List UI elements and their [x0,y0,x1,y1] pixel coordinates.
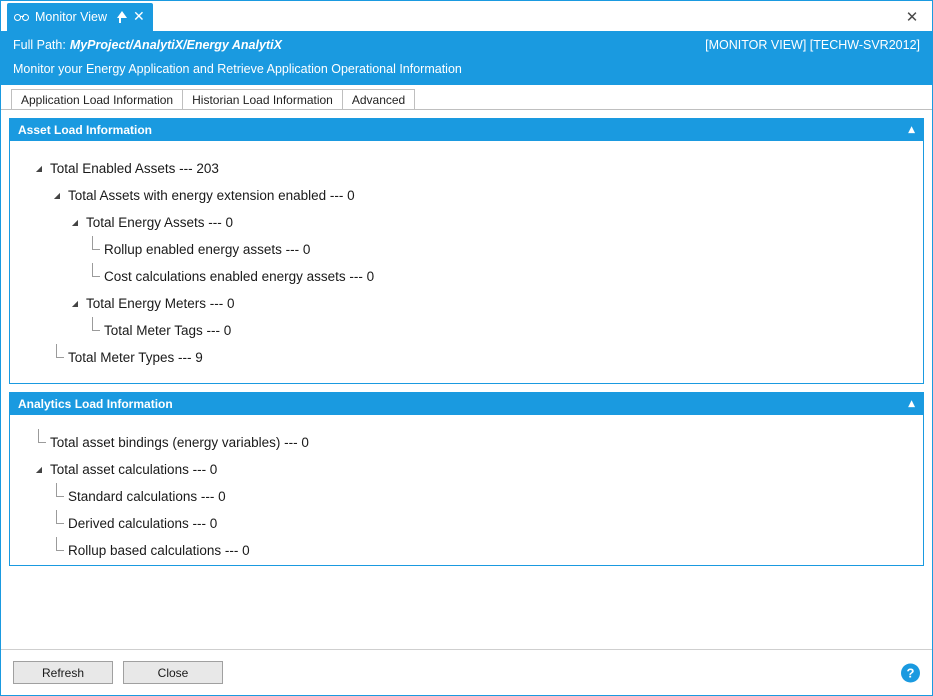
tree-node-label: Cost calculations enabled energy assets --- 0 [104,269,375,284]
expand-collapse-icon[interactable]: ◢ [71,218,79,227]
tab-application-load-information[interactable]: Application Load Information [11,89,183,109]
tree-elbow-connector [32,429,46,456]
full-path-label: Full Path: [13,38,66,52]
title-bar [1,1,932,31]
panel-analytics-load-information [9,392,924,566]
window-close-icon[interactable]: ✕ [905,8,919,26]
full-path-group [13,38,282,52]
tree-elbow-connector [86,236,100,263]
header-subtitle: Monitor your Energy Application and Retrieve Application Operational Information [13,62,462,76]
panel-header-analytics-load-information[interactable] [10,393,923,415]
tree-node[interactable] [10,263,923,290]
asset-load-tree [10,155,923,371]
help-icon[interactable]: ? [901,663,920,682]
tree-node-label: Derived calculations --- 0 [68,516,218,531]
tab-advanced[interactable]: Advanced [342,89,415,109]
window-title: Monitor View [35,10,108,24]
expand-collapse-icon[interactable]: ◢ [35,465,43,474]
header-top-row [13,38,920,52]
tab-close-icon[interactable]: ✕ [133,8,145,25]
panel-asset-load-information [9,118,924,384]
tree-node[interactable] [10,537,923,564]
binoculars-icon [14,10,29,25]
tree-node[interactable] [10,182,923,209]
tab-strip [1,85,932,110]
tree-node-label: Total asset calculations --- 0 [50,462,218,477]
tree-elbow-connector [50,537,64,564]
expand-collapse-icon[interactable]: ◢ [71,299,79,308]
refresh-button[interactable]: Refresh [13,661,113,684]
tab-historian-load-information[interactable]: Historian Load Information [182,89,343,109]
tree-node[interactable] [10,344,923,371]
pin-icon[interactable] [113,10,127,24]
tree-elbow-connector [50,483,64,510]
tree-node-label: Total Meter Types --- 9 [68,350,203,365]
footer-bar [1,649,932,695]
tree-node[interactable] [10,429,923,456]
panel-title-asset-load-information: Asset Load Information [18,123,153,137]
tree-elbow-connector [50,510,64,537]
window-tab-monitor-view[interactable] [7,3,153,31]
tree-node[interactable] [10,456,923,483]
tree-node-label: Rollup based calculations --- 0 [68,543,250,558]
panel-title-analytics-load-information: Analytics Load Information [18,397,173,411]
tree-node-label: Total asset bindings (energy variables) --- 0 [50,435,309,450]
analytics-load-tree [10,429,923,564]
panel-header-asset-load-information[interactable] [10,119,923,141]
tree-elbow-connector [86,317,100,344]
tree-node-label: Rollup enabled energy assets --- 0 [104,242,311,257]
tree-node[interactable] [10,209,923,236]
panel-body-analytics-load-information [10,415,923,565]
tree-node[interactable] [10,483,923,510]
expand-collapse-icon[interactable]: ◢ [35,164,43,173]
tree-node[interactable] [10,290,923,317]
tree-node[interactable] [10,236,923,263]
tree-node[interactable] [10,510,923,537]
tree-node[interactable] [10,155,923,182]
close-button[interactable]: Close [123,661,223,684]
tree-node-label: Total Energy Assets --- 0 [86,215,234,230]
expand-collapse-icon[interactable]: ◢ [53,191,61,200]
tree-node-label: Total Energy Meters --- 0 [86,296,235,311]
tree-node-label: Total Enabled Assets --- 203 [50,161,219,176]
content-area [1,110,932,649]
tree-node-label: Standard calculations --- 0 [68,489,226,504]
full-path-value: MyProject/AnalytiX/Energy AnalytiX [69,38,282,52]
tree-node-label: Total Meter Tags --- 0 [104,323,232,338]
collapse-chevron-icon[interactable]: ▲ [908,125,915,135]
tree-node-label: Total Assets with energy extension enabled --- 0 [68,188,355,203]
tree-elbow-connector [50,344,64,371]
tree-elbow-connector [86,263,100,290]
tree-node[interactable] [10,317,923,344]
collapse-chevron-icon[interactable]: ▲ [908,399,915,409]
header-banner [1,31,932,85]
header-server-info: [MONITOR VIEW] [TECHW-SVR2012] [705,38,920,52]
panel-body-asset-load-information [10,141,923,383]
